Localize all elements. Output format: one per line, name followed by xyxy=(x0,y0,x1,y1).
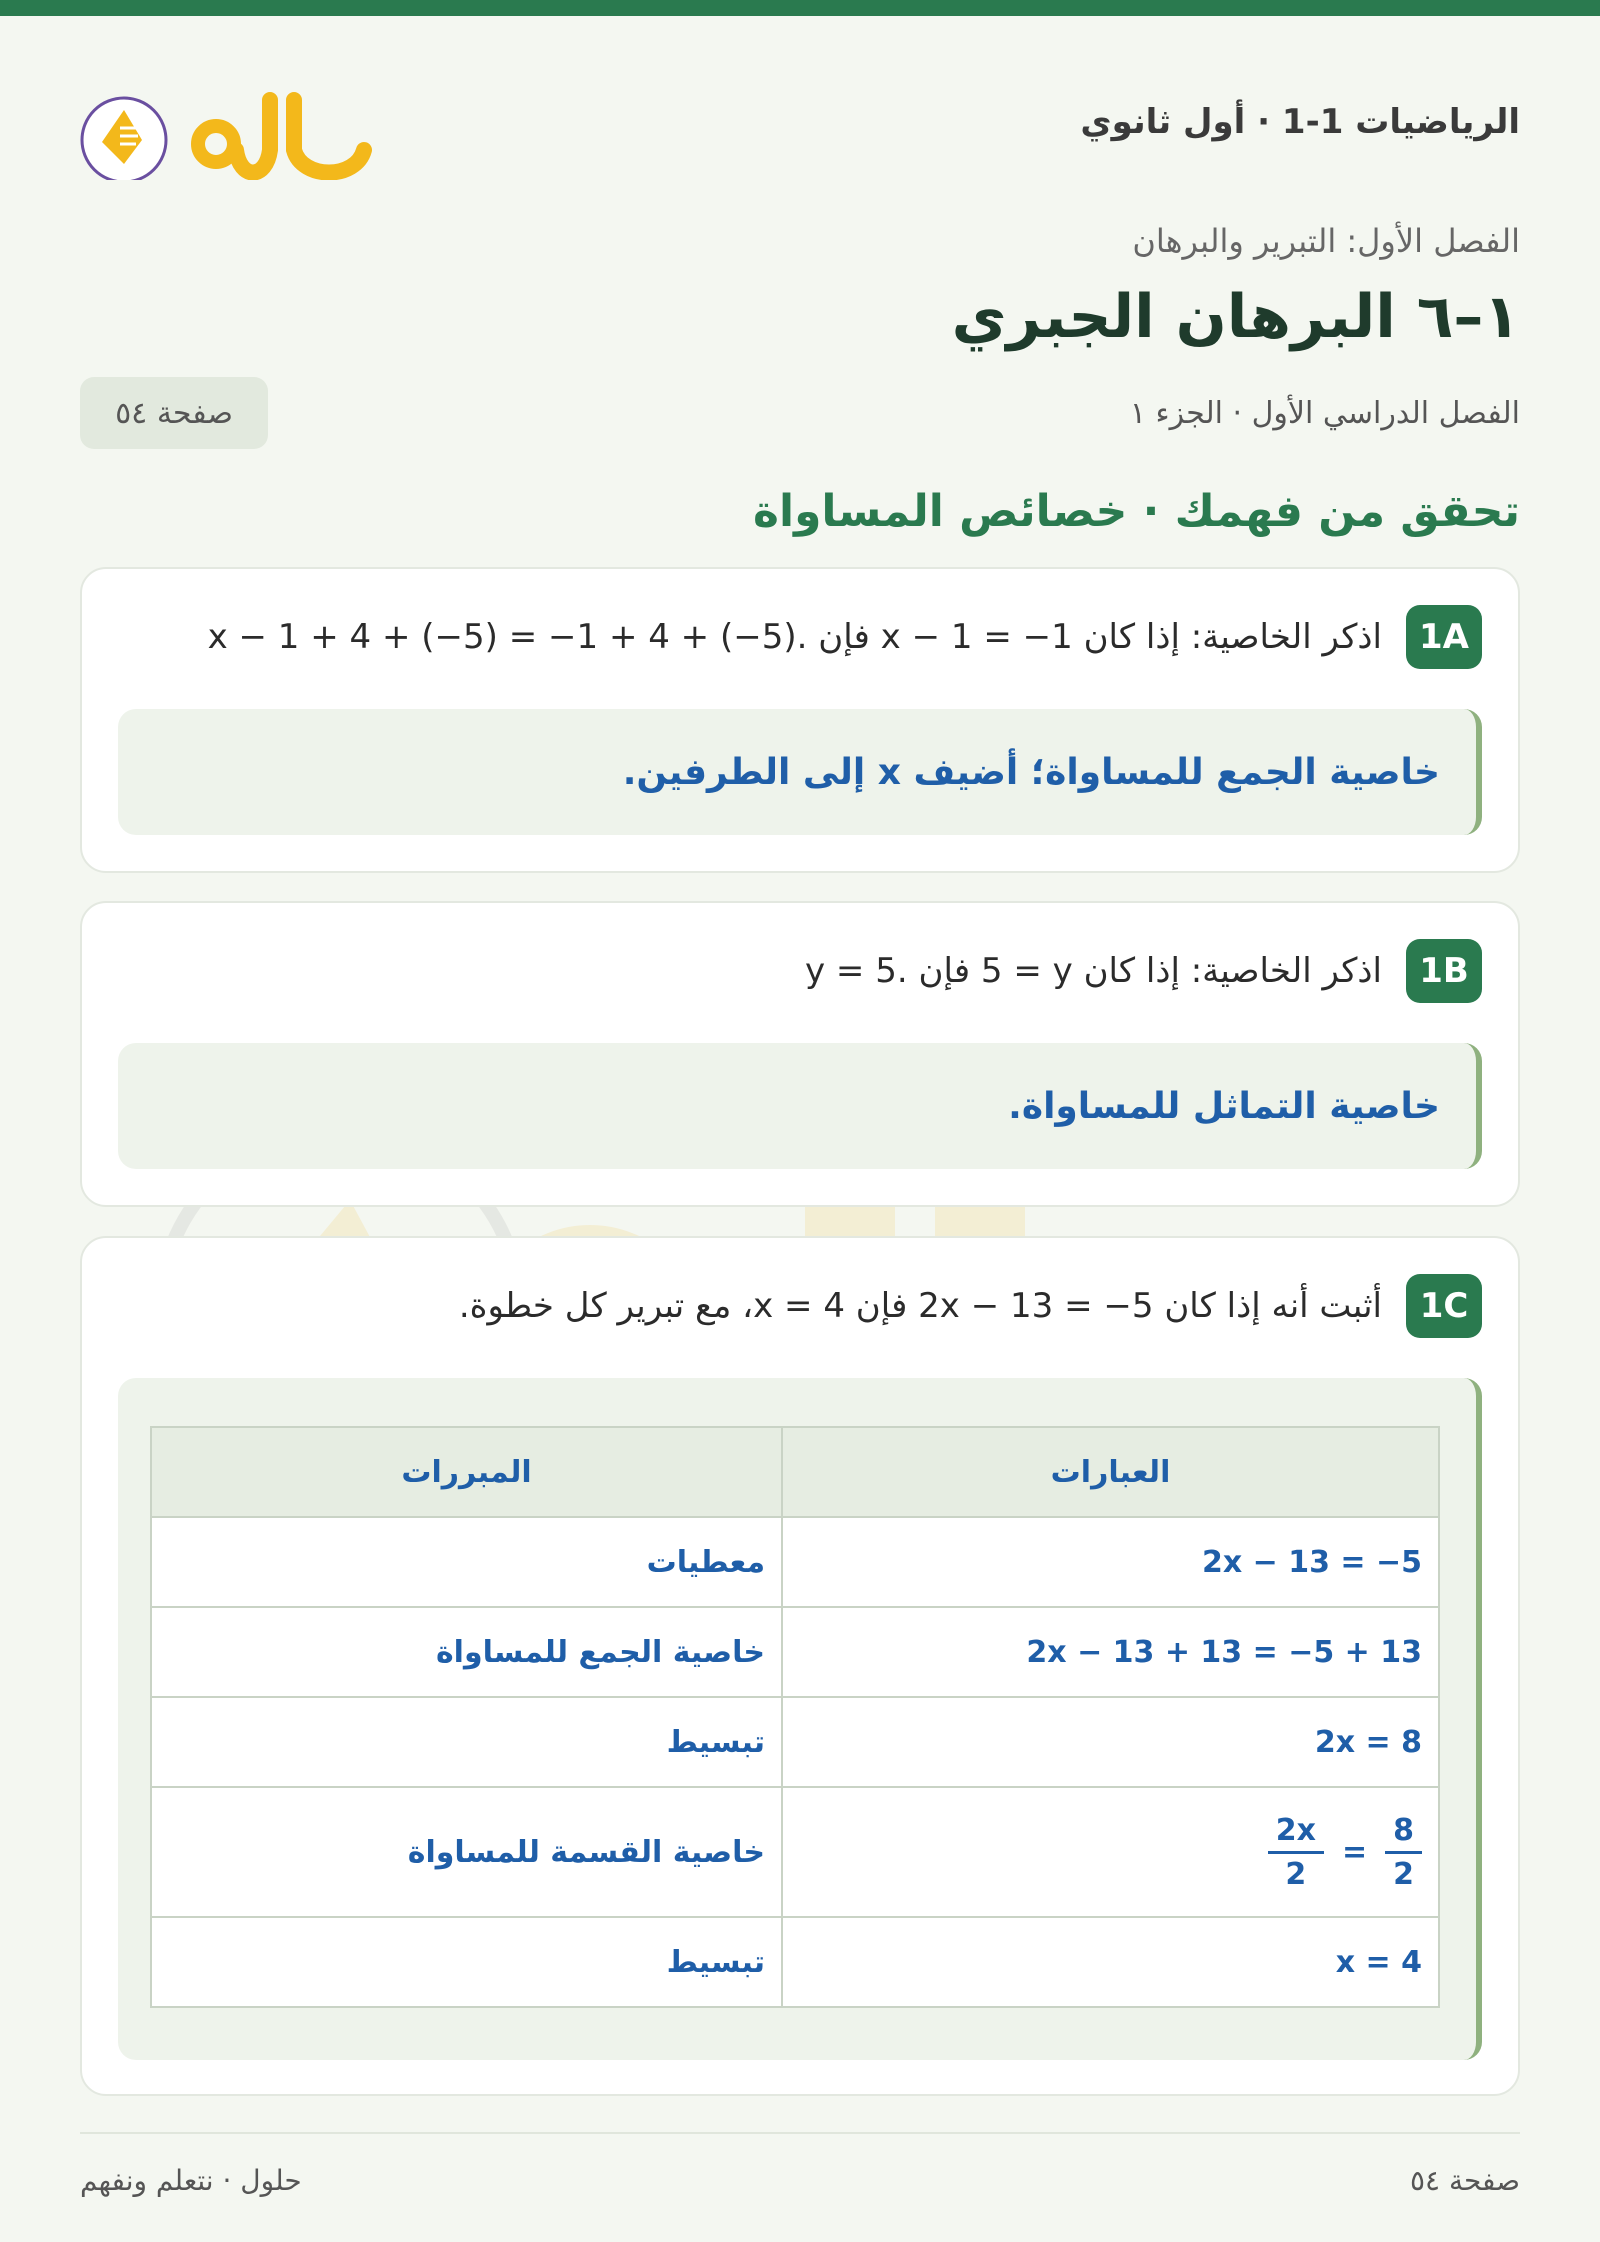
answer-part: خاصية الجمع للمساواة؛ أضيف xyxy=(913,751,1440,793)
answer-box xyxy=(118,709,1482,835)
footer-page-number: صفحة ٥٤ xyxy=(1409,2164,1520,2197)
statement-text: 2x − 13 + 13 = −5 + 13 xyxy=(1026,1634,1422,1670)
question-row xyxy=(805,939,1482,1003)
answer-part: إلى الطرفين. xyxy=(622,751,866,793)
section-title: تحقق من فهمك · خصائص المساواة xyxy=(753,486,1520,537)
question-text xyxy=(805,951,1382,991)
question-text xyxy=(459,1286,1382,1326)
fraction-equation xyxy=(1268,1814,1422,1891)
halool-logo xyxy=(80,80,380,180)
table-row xyxy=(151,1697,1439,1787)
footer-divider xyxy=(80,2132,1520,2134)
fraction-left xyxy=(1268,1814,1324,1891)
answer-box xyxy=(118,1043,1482,1169)
question-number-badge: 1B xyxy=(1406,939,1482,1003)
reason-cell: معطيات xyxy=(151,1517,782,1607)
fraction-numerator: 8 xyxy=(1385,1814,1422,1854)
math-expression: y = 5. xyxy=(805,951,908,991)
question-prefix: أثبت أنه إذا كان xyxy=(1164,1286,1382,1326)
question-suffix: ، مع تبرير كل خطوة. xyxy=(458,1286,754,1326)
question-text xyxy=(208,617,1382,657)
statement-text: 2x − 13 = −5 xyxy=(1201,1544,1422,1580)
answer-text xyxy=(623,752,1440,793)
page-badge: صفحة ٥٤ xyxy=(80,377,268,449)
question-connector: فإن xyxy=(918,951,971,991)
reason-cell: تبسيط xyxy=(151,1697,782,1787)
math-expression: 5 = y xyxy=(980,951,1073,991)
question-card-1a xyxy=(80,567,1520,873)
proof-table-container xyxy=(118,1378,1482,2060)
table-row xyxy=(151,1787,1439,1917)
header xyxy=(80,70,1520,180)
table-row xyxy=(151,1917,1439,2007)
math-expression: x − 1 + 4 + (−5) = −1 + 4 + (−5). xyxy=(207,617,808,657)
lesson-title: ١–٦ البرهان الجبري xyxy=(951,282,1520,352)
statement-cell xyxy=(782,1607,1439,1697)
proof-table xyxy=(150,1426,1440,2008)
proof-table-header-row xyxy=(151,1427,1439,1517)
statement-text: x = 4 xyxy=(1335,1944,1422,1980)
fraction-denominator: 2 xyxy=(1285,1857,1307,1892)
reasons-header: المبررات xyxy=(151,1427,782,1517)
subject-label: الرياضيات 1-1 · أول ثانوي xyxy=(1080,102,1520,142)
chapter-label: الفصل الأول: التبرير والبرهان xyxy=(1132,222,1520,260)
page xyxy=(80,0,1520,2242)
math-expression: x − 1 = −1 xyxy=(880,617,1073,657)
statement-text: 2x = 8 xyxy=(1314,1724,1422,1760)
equals-sign: = xyxy=(1341,1835,1368,1870)
question-card-1b xyxy=(80,901,1520,1207)
fraction-numerator: 2x xyxy=(1268,1814,1324,1854)
reason-cell: تبسيط xyxy=(151,1917,782,2007)
fraction-denominator: 2 xyxy=(1393,1857,1414,1892)
question-row xyxy=(208,605,1482,669)
question-card-1c xyxy=(80,1236,1520,2096)
statement-cell xyxy=(782,1517,1439,1607)
reason-cell: خاصية القسمة للمساواة xyxy=(151,1787,782,1917)
table-row xyxy=(151,1607,1439,1697)
statement-cell xyxy=(782,1917,1439,2007)
math-expression: 2x − 13 = −5 xyxy=(918,1286,1154,1326)
question-prefix: اذكر الخاصية: إذا كان xyxy=(1083,617,1382,657)
question-connector: فإن xyxy=(818,617,870,657)
math-expression: x = 4 xyxy=(753,1286,845,1326)
reason-cell: خاصية الجمع للمساواة xyxy=(151,1607,782,1697)
question-number-badge: 1A xyxy=(1406,605,1482,669)
statement-cell xyxy=(782,1787,1439,1917)
answer-text: خاصية التماثل للمساواة. xyxy=(1008,1085,1440,1127)
answer-variable: x xyxy=(877,751,901,793)
statement-cell xyxy=(782,1697,1439,1787)
semester-label: الفصل الدراسي الأول · الجزء ١ xyxy=(1129,396,1520,431)
question-row xyxy=(459,1274,1482,1338)
table-row xyxy=(151,1517,1439,1607)
question-connector: فإن xyxy=(855,1286,908,1326)
statements-header: العبارات xyxy=(782,1427,1439,1517)
fraction-right xyxy=(1385,1814,1422,1891)
footer-brand: حلول · نتعلم ونفهم xyxy=(80,2164,302,2197)
question-number-badge: 1C xyxy=(1406,1274,1482,1338)
question-prefix: اذكر الخاصية: إذا كان xyxy=(1083,951,1382,991)
